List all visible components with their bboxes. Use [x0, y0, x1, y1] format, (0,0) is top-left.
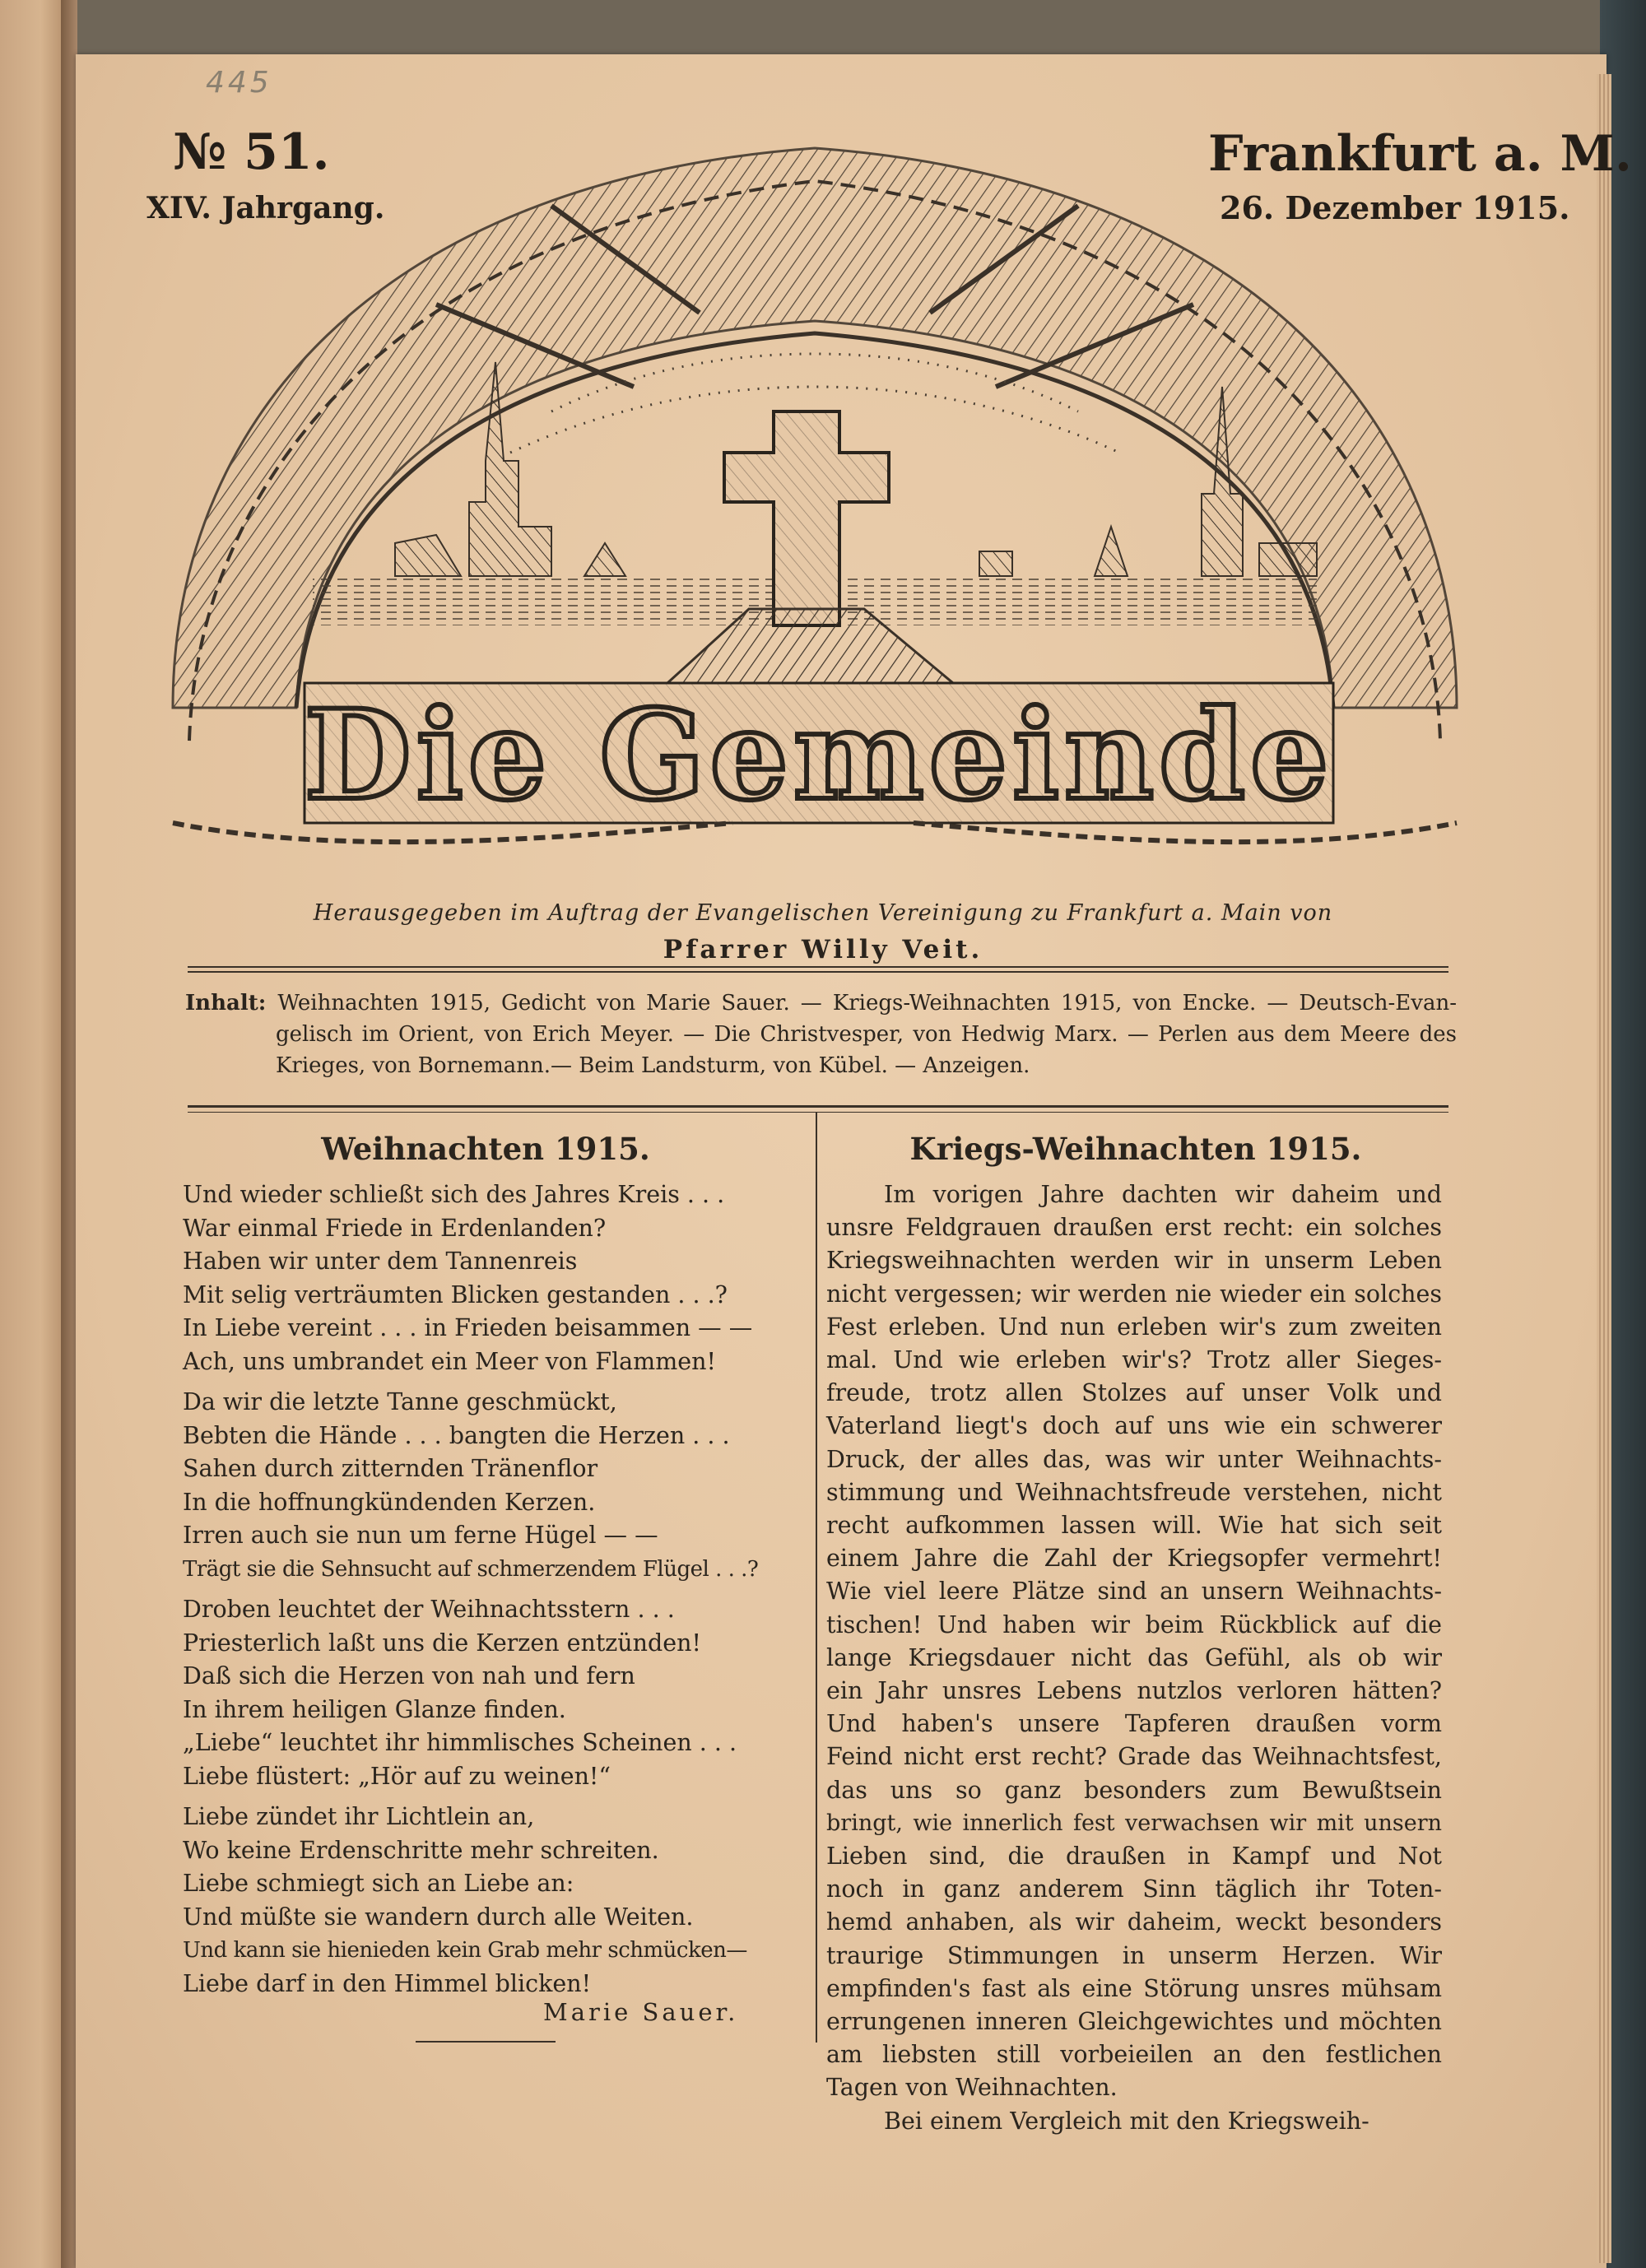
article-line: lange Kriegsdauer nicht das Gefühl, als ob wir [826, 1643, 1442, 1671]
pencil-archive-mark: 445 [206, 66, 272, 100]
article-line: recht aufkommen lassen will. Wie hat sich seit [826, 1512, 1442, 1540]
poem-line: „Liebe“ leuchtet ihr himmlisches Scheinen . . . [183, 1729, 737, 1756]
masthead-title: Die Gemeinde [304, 683, 1334, 828]
article-line: errungenen inneren Gleichgewichtes und möchten [826, 2008, 1442, 2036]
article-line: Druck, der alles das, was wir unter Weihnachts- [826, 1445, 1442, 1473]
article-line: freude, trotz allen Stolzes auf unser Volk und [826, 1379, 1442, 1407]
contents-label: Inhalt: [185, 991, 267, 1015]
binding-gutter [61, 0, 77, 2268]
article-line: Im vorigen Jahre dachten wir daheim und [884, 1181, 1442, 1208]
poem-stanza [183, 1593, 808, 1793]
issue-number: № 51. [173, 123, 330, 181]
poem-line: Mit selig verträumten Blicken gestanden . . .? [183, 1280, 728, 1308]
article-body [826, 1178, 1442, 2138]
article-line: traurige Stimmungen in unserm Herzen. Wir [826, 1941, 1442, 1969]
article-line: Und haben's unsere Tapferen draußen vorm [826, 1710, 1442, 1738]
poem-stanza [183, 1801, 808, 2001]
article-line: Wie viel leere Plätze sind an unsern Weihnachts- [826, 1578, 1442, 1606]
article-line: mal. Und wie erleben wir's? Trotz aller Sieges- [826, 1346, 1442, 1374]
contents-line: Weihnachten 1915, Gedicht von Marie Sauer. — Kriegs-Weihnachten 1915, von Encke. — Deutsch-Evan- [277, 991, 1457, 1015]
poem-line: Und müßte sie wandern durch alle Weiten. [183, 1903, 694, 1931]
poem-line: Trägt sie die Sehnsucht auf schmerzendem Flügel . . .? [183, 1556, 759, 1582]
article-line: Feind nicht erst recht? Grade das Weihnachtsfest, [826, 1743, 1442, 1771]
article-line: Lieben sind, die draußen in Kampf und Not [826, 1843, 1442, 1871]
article-line: nicht vergessen; wir werden nie wieder ein solches [826, 1280, 1442, 1308]
poem-line: Liebe zündet ihr Lichtlein an, [183, 1803, 535, 1830]
article-line: hemd anhaben, als wir daheim, weckt besonders [826, 1908, 1442, 1936]
article-line: Bei einem Vergleich mit den Kriegsweih- [884, 2107, 1369, 2135]
header-rule [188, 966, 1448, 968]
poem-line: Priesterlich laßt uns die Kerzen entzünden! [183, 1629, 701, 1657]
poem-line: Ach, uns umbrandet ein Meer von Flammen! [183, 1347, 716, 1375]
poem-line: Da wir die letzte Tanne geschmückt, [183, 1388, 617, 1415]
contents-line: Krieges, von Bornemann.— Beim Landsturm, von Kübel. — Anzeigen. [276, 1053, 1030, 1078]
poem-line: Wo keine Erdenschritte mehr schreiten. [183, 1836, 659, 1864]
poem-end-rule [416, 2041, 556, 2043]
poem-line: Und kann sie hienieden kein Grab mehr schmücken— [183, 1938, 747, 1963]
title-banner-illustration [123, 115, 1506, 889]
contents-line: gelisch im Orient, von Erich Meyer. — Die Christvesper, von Hedwig Marx. — Perlen aus dem Meere des [276, 1022, 1457, 1047]
article-line: Fest erleben. Und nun erleben wir's zum zweiten [826, 1313, 1442, 1341]
poem-line: Liebe schmiegt sich an Liebe an: [183, 1870, 574, 1897]
poem-line: Liebe darf in den Himmel blicken! [183, 1969, 592, 1997]
publication-date: 26. Dezember 1915. [1220, 189, 1570, 226]
poem-body [183, 1178, 808, 2008]
article-title: Kriegs-Weihnachten 1915. [909, 1131, 1362, 1167]
poem-line: Irren auch sie nun um ferne Hügel — — [183, 1522, 658, 1549]
article-line: stimmung und Weihnachtsfreude verstehen, nicht [826, 1478, 1442, 1506]
article-line: Tagen von Weihnachten. [826, 2074, 1118, 2102]
editor-name: Pfarrer Willy Veit. [663, 935, 983, 964]
article-line: empfinden's fast als eine Störung unsres mühsam [826, 1974, 1442, 2002]
poem-line: Sahen durch zitternden Tränenflor [183, 1455, 598, 1482]
poem-title: Weihnachten 1915. [321, 1131, 650, 1167]
poem-stanza [183, 1178, 808, 1378]
column-divider [816, 1113, 817, 2043]
poem-line: In ihrem heiligen Glanze finden. [183, 1695, 566, 1723]
poem-line: Bebten die Hände . . . bangten die Herzen . . . [183, 1421, 730, 1449]
article-line: Vaterland liegt's doch auf uns wie ein schwerer [826, 1412, 1442, 1440]
contents-rule [188, 1105, 1448, 1108]
poem-line: Und wieder schließt sich des Jahres Kreis . . . [183, 1181, 725, 1208]
poem-line: Droben leuchtet der Weihnachtsstern . . . [183, 1596, 675, 1623]
article-line: bringt, wie innerlich fest verwachsen wir mit unsern [826, 1810, 1442, 1836]
poem-line: Daß sich die Herzen von nah und fern [183, 1662, 635, 1689]
poem-stanza [183, 1386, 808, 1586]
article-line: unsre Feldgrauen draußen erst recht: ein solches [826, 1214, 1442, 1242]
poem-line: In Liebe vereint . . . in Frieden beisammen — — [183, 1314, 753, 1341]
article-line: tischen! Und haben wir beim Rückblick auf die [826, 1610, 1442, 1638]
publisher-line: Herausgegeben im Auftrag der Evangelischen Vereinigung zu Frankfurt a. Main von [313, 900, 1333, 926]
article-line: am liebsten still vorbeieilen an den festlichen [826, 2041, 1442, 2069]
article-line: noch in ganz anderem Sinn täglich ihr Toten- [826, 1875, 1442, 1903]
poem-line: Liebe flüstert: „Hör auf zu weinen!“ [183, 1762, 611, 1790]
adjacent-page-edge [0, 0, 67, 2268]
contents-rule [188, 1112, 1448, 1113]
page-stack-edge [1597, 74, 1611, 2263]
publication-city: Frankfurt a. M. [1208, 125, 1632, 183]
volume-year: XIV. Jahrgang. [146, 191, 385, 225]
poem-line: In die hoffnungkündenden Kerzen. [183, 1488, 596, 1516]
poem-line: Haben wir unter dem Tannenreis [183, 1248, 578, 1275]
table-of-contents [185, 988, 1457, 1081]
header-rule [188, 971, 1448, 973]
article-line: das uns so ganz besonders zum Bewußtsein [826, 1776, 1442, 1804]
article-line: Kriegsweihnachten werden wir in unserm Leben [826, 1247, 1442, 1275]
article-line: einem Jahre die Zahl der Kriegsopfer vermehrt! [826, 1545, 1442, 1573]
poem-author: Marie Sauer. [543, 1998, 739, 2026]
article-line: ein Jahr unsres Lebens nutzlos verloren hätten? [826, 1677, 1442, 1705]
poem-line: War einmal Friede in Erdenlanden? [183, 1214, 607, 1242]
